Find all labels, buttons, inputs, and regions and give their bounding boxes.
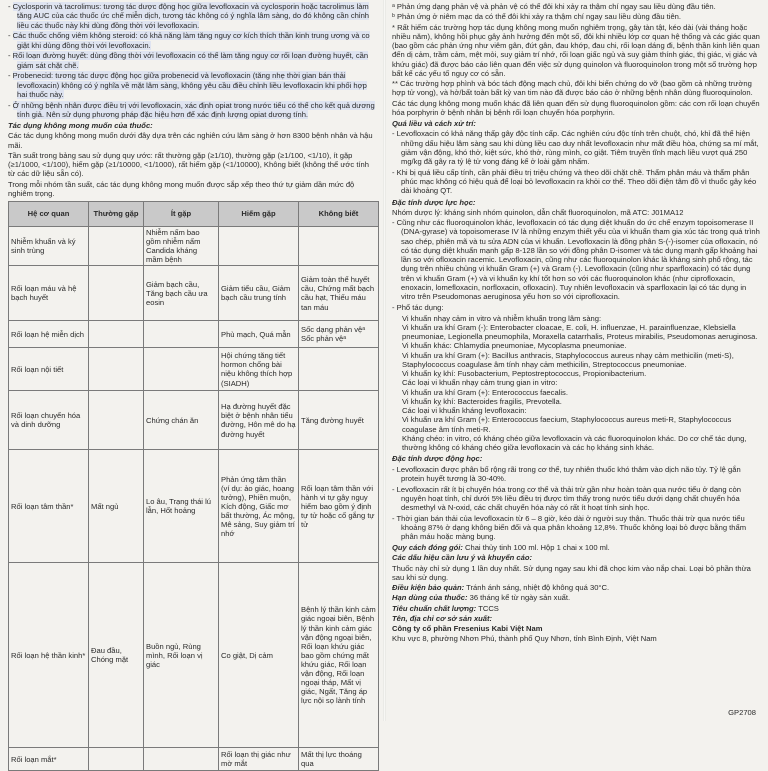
table-cell bbox=[89, 266, 144, 321]
table-cell bbox=[144, 321, 219, 348]
interaction-item: - Probenecid: tương tác dược động học giữa probenecid và levofloxacin (tăng nhẹ thời gian bán thải levofloxacin) không có ý nghĩa về mặt lâm sàng, không yêu cầu điều chỉnh liều levofloxacin khi phối hợp hai thuốc này. bbox=[8, 71, 378, 99]
table-row bbox=[9, 450, 379, 563]
adverse-effects-heading: Tác dụng không mong muốn của thuốc: bbox=[8, 121, 153, 130]
quality-standard-label: Tiêu chuẩn chất lượng: bbox=[392, 603, 477, 613]
table-cell: Mất thị lực thoáng qua bbox=[299, 748, 379, 771]
table-cell: Đau đầu, Chóng mặt bbox=[89, 563, 144, 748]
page-fold bbox=[383, 0, 386, 721]
pharmacokinetics-item: - Levofloxacin được phân bố rộng rãi trong cơ thể, tuy nhiên thuốc khó thâm vào dịch não tủy. Tỷ lệ gắn protein huyết tương là 30-40%. bbox=[392, 465, 760, 484]
column-header: Hiếm gặp bbox=[219, 202, 299, 227]
column-header: Thường gặp bbox=[89, 202, 144, 227]
overdose-item: - Levofloxacin có khả năng thấp gây độc tính cấp. Các nghiên cứu độc tính trên chuột, chó, khỉ đã thể hiện những dấu hiệu lâm sàng sau khi dùng liều cao duy nhất levofloxacin như mất điều hòa, chứng sa mí mắt, giảm vận động, khó thở, kiệt sức, khó thở, rùng mình, co giật. Tiêm truyền tĩnh mạch liều vượt quá 250 mg/kg đã gây ra tỷ lệ tử vong đáng kể ở loài gặm nhấm. bbox=[392, 129, 760, 166]
spectrum-item: Kháng chéo: in vitro, có kháng chéo giữa levofloxacin và các fluoroquinolon khác. Do cơ chế tác dụng, thường không có kháng chéo giữa levofloxacin và các họ kháng sinh khác. bbox=[402, 433, 747, 452]
pharmacokinetics-item: - Thời gian bán thải của levofloxacin từ 6 – 8 giờ, kéo dài ở người suy thận. Thuốc thải trừ qua nước tiểu khoảng 87% ở dạng không biến đổi và qua phân khoảng 12,8%. Thuốc không loại bỏ được bằng thẩm phân máu hoặc màng bụng. bbox=[392, 514, 760, 542]
table-cell: Giảm toàn thể huyết cầu, Chứng mất bạch cầu hạt, Thiếu máu tan máu bbox=[299, 266, 379, 321]
footnote: Các tác dụng không mong muốn khác đã liên quan đến sử dụng fluoroquinolon gồm: các cơn rối loạn chuyển hóa porphyrin ở bệnh nhân bị bệnh rối loạn chuyển hóa porphyrin. bbox=[392, 98, 760, 117]
table-cell: Giảm tiểu cầu, Giảm bạch cầu trung tính bbox=[219, 266, 299, 321]
interaction-item: - Rối loạn đường huyết: dùng đồng thời với levofloxacin có thể làm tăng nguy cơ rối loạn đường huyết, cần giám sát chặt chẽ. bbox=[8, 51, 378, 70]
table-cell bbox=[144, 748, 219, 771]
table-cell: Rối loạn chuyển hóa và dinh dưỡng bbox=[9, 391, 89, 450]
table-cell bbox=[219, 227, 299, 266]
packaging-value: Chai thủy tinh 100 ml. Hộp 1 chai x 100 ml. bbox=[462, 543, 610, 552]
table-cell: Hội chứng tăng tiết hormon chống bài niệu không thích hợp (SIADH) bbox=[219, 348, 299, 391]
left-column bbox=[8, 2, 378, 769]
table-cell bbox=[89, 227, 144, 266]
table-cell: Lo âu, Trạng thái lú lẫn, Hốt hoảng bbox=[144, 450, 219, 563]
table-cell bbox=[89, 321, 144, 348]
table-cell: Nhiễm nấm bao gồm nhiễm nấm Candida kháng mầm bệnh bbox=[144, 227, 219, 266]
table-row bbox=[9, 748, 379, 771]
table-cell: Rối loạn tâm thần* bbox=[9, 450, 89, 563]
right-column bbox=[392, 2, 760, 702]
interaction-item: - Ở những bệnh nhân được điều trị với levofloxacin, xác định opiat trong nước tiểu có thể cho kết quả dương tính giả. Nên sử dụng phương pháp đặc hiệu hơn để xác định lượng opiat dương tính. bbox=[8, 101, 378, 120]
table-cell: Buồn ngủ, Rùng mình, Rối loạn vị giác bbox=[144, 563, 219, 748]
table-cell: Tăng đường huyết bbox=[299, 391, 379, 450]
table-cell: Rối loạn tâm thần với hành vi tự gây nguy hiểm bao gồm ý định tự tử hoặc cố gắng tự tử bbox=[299, 450, 379, 563]
spectrum-item: Vi khuẩn ưa khí Gram (+): Enterococcus faecium, Staphylococcus aureus meti-R, Staphylococcus coagulase âm tính meti-R. bbox=[402, 415, 732, 434]
table-cell: Mất ngủ bbox=[89, 450, 144, 563]
intro-paragraph: Tần suất trong bảng sau sử dụng quy ước: rất thường gặp (≥1/10), thường gặp (≥1/100, <1/10), ít gặp (≥1/1000, <1/100), hiếm gặp (≥1/10000, <1/1000), rất hiếm gặp (<1/10000), Không biết (không thể ước tính từ các dữ liệu sẵn có). bbox=[8, 150, 369, 179]
table-cell: Rối loạn hệ miễn dịch bbox=[9, 321, 89, 348]
manufacturer-label: Tên, địa chỉ cơ sở sản xuất: bbox=[392, 613, 493, 623]
pharmacodynamics-text: - Cũng như các fluoroquinolon khác, levofloxacin có tác dụng diệt khuẩn do ức chế enzym topoisomerase II (DNA-gyrase) và topoisomerase IV là những enzym thiết yếu của vi khuẩn tham gia xúc tác trong quá trình sao chép, phiên mã và tu sửa ADN của vi khuẩn. Levofloxacin là đồng phân S-(-)-isomer của ofloxacin, nó có tác dụng diệt khuẩn mạnh gấp 8-128 lần so với đồng phân D-isomer và tác dụng mạnh gấp khoảng hai lần so với ofloxacin racemic. Levofloxacin, cũng như các fluoroquinolon khác là kháng sinh phổ rộng, tác dụng trên nhiều chủng vi khuẩn Gram (+) và Gram (-). Levofloxacin (cũng như sparfloxacin) có tác dụng trên vi khuẩn Gram (+) và vi khuẩn kỵ khí tốt hơn so với các fluoroquinolon khác (như ciprofloxacin, enoxacin, lomefloxacin, norfloxacin, ofloxacin). Tuy nhiên levofloxacin và sparfloxacin lại có tác dụng in vitro trên Pseudomonas aeruginosa yếu hơn so với ciprofloxacin. bbox=[392, 218, 760, 301]
intro-paragraph: Trong mỗi nhóm tần suất, các tác dụng không mong muốn được sắp xếp theo thứ tự giảm dần mức độ nghiêm trọng. bbox=[8, 179, 355, 198]
storage-line bbox=[392, 583, 760, 592]
spectrum-item: Vi khuẩn kỵ khí: Bacteroides fragilis, Prevotella. bbox=[402, 396, 562, 406]
table-row bbox=[9, 391, 379, 450]
spectrum-item: Vi khuẩn ưa khí Gram (+): Bacillus anthracis, Staphylococcus aureus nhạy cảm methicilin (meti-S), Staphylococcus coagulase âm tính nhạy cảm methicilin, Streptococcus pneumoniae. bbox=[402, 350, 734, 369]
table-cell bbox=[89, 748, 144, 771]
quality-standard-value: TCCS bbox=[476, 603, 499, 613]
warnings-label: Các dấu hiệu cần lưu ý và khuyến cáo: bbox=[392, 553, 533, 563]
interaction-list bbox=[8, 2, 378, 119]
table-cell: Co giật, Dị cảm bbox=[219, 563, 299, 748]
table-row bbox=[9, 227, 379, 266]
table-cell: Rối loạn thị giác như mờ mắt bbox=[219, 748, 299, 771]
footnotes bbox=[392, 2, 760, 117]
table-cell: Giảm bạch cầu, Tăng bạch cầu ưa eosin bbox=[144, 266, 219, 321]
footnote: * Rất hiếm các trường hợp tác dụng không mong muốn nghiêm trọng, gây tàn tật, kéo dài (vài tháng hoặc nhiều năm), không hồi phục gây ảnh hưởng đến một số, đôi khi nhiều lớp cơ quan hệ thống và các giác quan (bao gồm các phản ứng như viêm gân, đứt gân, đau khớp, đau chi, rối loạn dáng đi, bệnh thần kinh liên quan đến dị cảm, trầm cảm, mệt mỏi, suy giảm trí nhớ, rối loạn giấc ngủ và suy giảm thính giác, thị giác, vị giác và khứu giác) đã được báo cáo liên quan đến việc sử dụng quinolon và fluoroquinolon trong một số trường hợp bất kể các yếu tố nguy cơ có sẵn. bbox=[392, 22, 760, 78]
spectrum-item: Vi khuẩn nhạy cảm in vitro và nhiễm khuẩn trong lâm sàng: bbox=[402, 313, 602, 323]
table-body bbox=[9, 227, 379, 771]
table-cell: Rối loạn hệ thần kinh* bbox=[9, 563, 89, 748]
overdose-list bbox=[392, 129, 760, 195]
table-cell: Rối loạn mắt* bbox=[9, 748, 89, 771]
table-cell: Bệnh lý thần kinh cảm giác ngoại biên, Bệnh lý thần kinh cảm giác vận động ngoại biên, Rối loạn khứu giác bao gồm chứng mất khứu giác, Rối loạn vận động, Rối loạn ngoại tháp, Mất vị giác, Ngất, Tăng áp lực nội sọ lành tính bbox=[299, 563, 379, 748]
intro-paragraph: Các tác dụng không mong muốn dưới đây dựa trên các nghiên cứu lâm sàng ở hơn 8300 bệnh nhân và hậu mãi. bbox=[8, 131, 373, 150]
table-cell: Hạ đường huyết đặc biệt ở bệnh nhân tiểu đường, Hôn mê do hạ đường huyết bbox=[219, 391, 299, 450]
spectrum-item: Vi khuẩn kỵ khí: Fusobacterium, Peptostreptococcus, Propionibacterium. bbox=[402, 369, 647, 378]
table-cell bbox=[299, 227, 379, 266]
spectrum-item: Vi khuẩn ưa khí Gram (+): Enterococcus faecalis. bbox=[402, 387, 568, 397]
packaging-label: Quy cách đóng gói: bbox=[392, 543, 463, 552]
spectrum-item: - Phổ tác dụng: bbox=[392, 303, 760, 312]
spectrum-item: Các loại vi khuẩn nhạy cảm trung gian in vitro: bbox=[402, 378, 558, 388]
table-cell bbox=[89, 391, 144, 450]
document-code: GP2708 bbox=[728, 707, 756, 717]
table-row bbox=[9, 266, 379, 321]
adverse-effects-table bbox=[8, 201, 379, 771]
pharmacodynamics-heading: Đặc tính dược lực học: bbox=[392, 197, 476, 207]
warnings-value: Thuốc này chỉ sử dụng 1 lần duy nhất. Sử dụng ngay sau khi đã chọc kim vào nắp chai. Loại bỏ phần thừa sau khi sử dụng. bbox=[392, 563, 751, 582]
manufacturer-name: Công ty cổ phần Fresenius Kabi Việt Nam bbox=[392, 624, 543, 633]
table-cell bbox=[144, 348, 219, 391]
pharmacokinetics-list bbox=[392, 465, 760, 542]
pharmacokinetics-heading: Đặc tính dược động học: bbox=[392, 454, 483, 464]
column-header: Hệ cơ quan bbox=[9, 202, 89, 227]
shelf-life-value: 36 tháng kể từ ngày sản xuất. bbox=[467, 593, 571, 603]
adverse-effects-intro bbox=[8, 131, 378, 198]
table-cell: Rối loạn máu và hệ bạch huyết bbox=[9, 266, 89, 321]
interaction-item: - Cyclosporin và tacrolimus: tương tác dược động học giữa levofloxacin và cyclosporin hoặc tacrolimus làm tăng AUC của các thuốc ức chế miễn dịch, tương tác không có ý nghĩa lâm sàng, do đó không cần chỉnh liều các thuốc này khi dùng đồng thời với levofloxacin. bbox=[8, 2, 378, 30]
column-header: Ít gặp bbox=[144, 202, 219, 227]
overdose-item: - Khi bị quá liều cấp tính, cần phải điều trị triệu chứng và theo dõi chặt chẽ. Thẩm phân máu và thẩm phân phúc mạc không có hiệu quả để loại bỏ levofloxacin ra khỏi cơ thể. Theo dõi điện tâm đồ vì thuốc gây kéo dài khoảng QT. bbox=[392, 168, 760, 196]
spectrum-item: Các loại vi khuẩn kháng levofloxacin: bbox=[402, 406, 527, 415]
table-cell: Chứng chán ăn bbox=[144, 391, 219, 450]
shelf-life-line bbox=[392, 593, 760, 602]
shelf-life-label: Hạn dùng của thuốc: bbox=[392, 593, 468, 603]
footnote: ᵇ Phản ứng ở niêm mạc da có thể đôi khi xảy ra thậm chí ngay sau liều dùng đầu tiên. bbox=[392, 12, 682, 22]
pharmacologic-group: Nhóm dược lý: kháng sinh nhóm quinolon, dẫn chất fluoroquinolon, mã ATC: J01MA12 bbox=[392, 207, 684, 217]
table-row bbox=[9, 563, 379, 748]
manufacturer-address: Khu vực 8, phường Nhơn Phú, thành phố Quy Nhơn, tỉnh Bình Định, Việt Nam bbox=[392, 634, 657, 644]
spectrum-item: Vi khuẩn ưa khí Gram (-): Enterobacter cloacae, E. coli, H. influenzae, H. parainfluenzae, Klebsiella pneumoniae, Legionella pneumophila, Moraxella catarrhalis, Proteus mirabilis, Pseudomonas aeruginosa. bbox=[402, 322, 758, 341]
table-row bbox=[9, 321, 379, 348]
table-cell: Phản ứng tâm thần (ví dụ: ảo giác, hoang tưởng), Phiền muộn, Kích động, Giấc mơ bất thường, Ác mộng, Mê sảng, Suy giảm trí nhớ bbox=[219, 450, 299, 563]
spectrum-item: Vi khuẩn khác: Chlamydia pneumoniae, Mycoplasma pneumoniae. bbox=[402, 341, 627, 351]
table-cell: Phù mạch, Quá mẫn bbox=[219, 321, 299, 348]
quality-standard-line bbox=[392, 604, 760, 613]
footnote: ** Các trường hợp phình và bóc tách động mạch chủ, đôi khi biến chứng do vỡ (bao gồm cả những trường hợp tử vong), và hở/bất toàn bất kỳ van tim nào đã được báo cáo ở những bệnh nhân dùng fluoroquinolon. bbox=[392, 79, 753, 98]
table-row bbox=[9, 348, 379, 391]
table-cell: Rối loạn nội tiết bbox=[9, 348, 89, 391]
pharmacokinetics-item: - Levofloxacin rất ít bị chuyển hóa trong cơ thể và thải trừ gần như hoàn toàn qua nước tiểu ở dạng còn nguyên hoạt tính, chỉ dưới 5% liều điều trị được tìm thấy trong nước tiểu dưới dạng chất chuyển hóa desmethyl và N-oxid, các chất chuyển hóa này có rất ít hoạt tính sinh học. bbox=[392, 485, 760, 513]
table-cell: Nhiễm khuẩn và ký sinh trùng bbox=[9, 227, 89, 266]
table-header-row bbox=[9, 202, 379, 227]
overdose-heading: Quá liều và cách xử trí: bbox=[392, 119, 476, 128]
table-cell: Sốc dạng phản vệᵃ Sốc phản vệᵃ bbox=[299, 321, 379, 348]
footnote: ᵃ Phản ứng dạng phản vệ và phản vệ có thể đôi khi xảy ra thậm chí ngay sau liều dùng đầu tiên. bbox=[392, 2, 716, 11]
column-header: Không biết bbox=[299, 202, 379, 227]
interaction-item: - Các thuốc chống viêm không steroid: có khả năng làm tăng nguy cơ kích thích thần kinh trung ương và co giật khi dùng đồng thời với levofloxacin. bbox=[8, 31, 378, 50]
storage-value: Tránh ánh sáng, nhiệt độ không quá 30°C. bbox=[464, 583, 610, 592]
spectrum-list bbox=[392, 303, 760, 453]
packaging-line bbox=[392, 543, 760, 552]
table-cell bbox=[299, 348, 379, 391]
storage-label: Điều kiện bảo quản: bbox=[392, 583, 465, 592]
table-cell bbox=[89, 348, 144, 391]
